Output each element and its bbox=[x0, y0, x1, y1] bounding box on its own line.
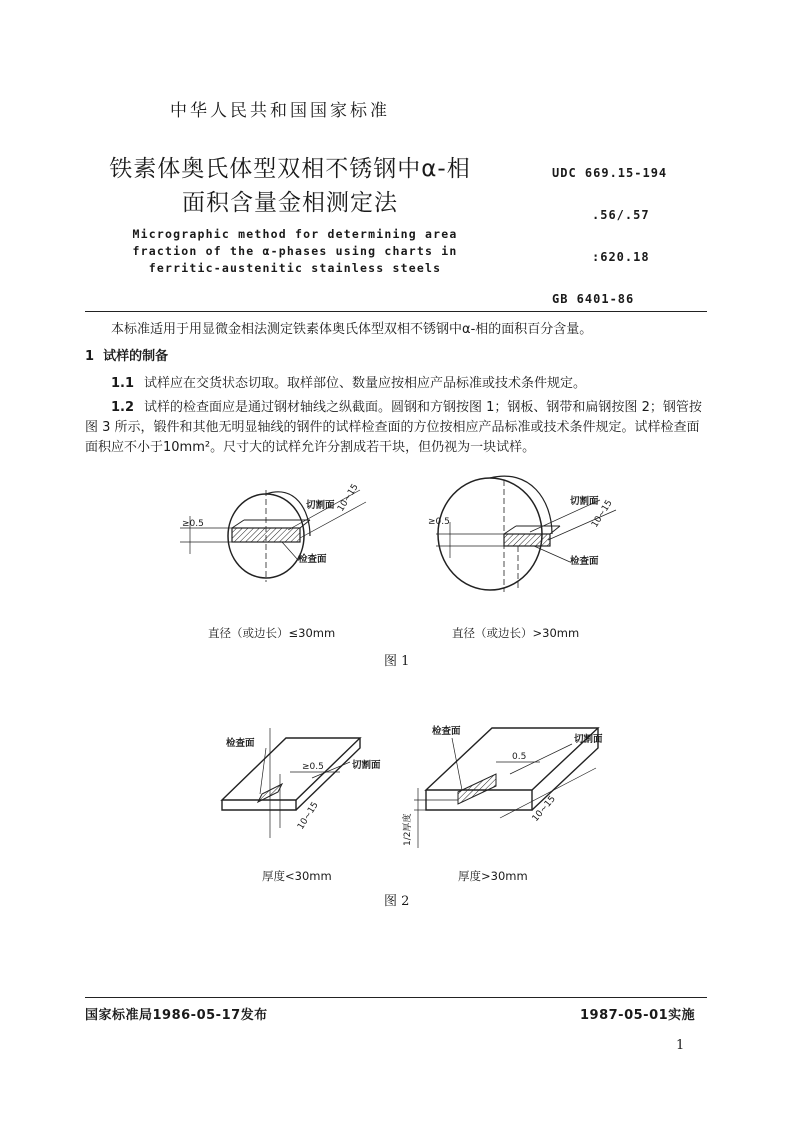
title-english bbox=[125, 226, 465, 277]
intro-paragraph: 本标准适用于用显微金相法测定铁素体奥氏体型双相不锈钢中α-相的面积百分含量。 bbox=[111, 322, 593, 337]
issue-date: 国家标准局1986-05-17发布 bbox=[85, 1008, 268, 1023]
figure-1-caption-left: 直径（或边长）≤30mm bbox=[208, 626, 336, 640]
fig1-right-cut-face: 切割面 bbox=[570, 496, 599, 507]
fig2-left-range: 10~15 bbox=[296, 800, 321, 832]
plate-side-thin bbox=[296, 738, 360, 810]
clause-1-1-text: 试样应在交货状态切取。取样部位、数量应按相应产品标准或技术条件规定。 bbox=[144, 376, 587, 391]
title-english-line3: ferritic-austenitic stainless steels bbox=[148, 261, 442, 275]
figure-1-right bbox=[428, 476, 616, 592]
figure-1-left bbox=[180, 482, 366, 582]
header-rule bbox=[85, 311, 707, 312]
fig2-left-inspect-face: 检查面 bbox=[226, 738, 255, 749]
figure-1-drawing bbox=[170, 470, 650, 610]
clause-1-2 bbox=[85, 398, 710, 458]
bar-outline-back-large bbox=[490, 476, 552, 534]
title-english-line2: fraction of the α-phases using charts in bbox=[132, 244, 458, 258]
fig2-right-range: 10~15 bbox=[530, 794, 558, 824]
figure-2-left bbox=[222, 728, 381, 838]
fig1-left-range: 10~15 bbox=[336, 482, 361, 514]
udc-block bbox=[552, 138, 667, 320]
fig2-left-min-depth: ≥0.5 bbox=[302, 762, 324, 772]
footer-rule bbox=[85, 997, 707, 998]
clause-1-1 bbox=[85, 374, 710, 394]
clause-1-2-number: 1.2 bbox=[111, 400, 135, 415]
title-chinese bbox=[95, 152, 485, 220]
fig2-right-cut-face: 切割面 bbox=[574, 734, 603, 745]
figure-2-right bbox=[401, 725, 603, 848]
udc-line1: UDC 669.15-194 bbox=[552, 166, 668, 180]
fig2-right-depth: 0.5 bbox=[512, 752, 527, 762]
gb-number: GB 6401-86 bbox=[552, 292, 635, 306]
fig1-right-min-depth: ≥0.5 bbox=[428, 517, 450, 527]
fig1-left-min-depth: ≥0.5 bbox=[182, 519, 204, 529]
fig2-right-half-thickness: 1/2厚度 bbox=[403, 813, 413, 846]
udc-line3: :620.18 bbox=[592, 250, 650, 264]
fig2-right-inspect-face: 检查面 bbox=[432, 726, 461, 737]
section-1-number: 1 bbox=[85, 349, 95, 364]
fig1-left-cut-face: 切割面 bbox=[306, 500, 335, 511]
section-1-title: 试样的制备 bbox=[103, 349, 169, 364]
title-chinese-line2: 面积含量金相测定法 bbox=[182, 190, 398, 216]
figure-1-caption-right: 直径（或边长）>30mm bbox=[452, 626, 580, 640]
title-chinese-line1: 铁素体奥氏体型双相不锈钢中α-相 bbox=[109, 156, 471, 182]
figure-2-drawing bbox=[200, 718, 620, 858]
inspect-sample-large bbox=[504, 534, 550, 546]
body-text bbox=[85, 320, 710, 458]
fig2-left-cut-face: 切割面 bbox=[352, 760, 381, 771]
figure-2-label: 图 2 bbox=[384, 894, 410, 909]
national-standard-heading: 中华人民共和国国家标准 bbox=[170, 101, 390, 121]
page-number: 1 bbox=[676, 1038, 685, 1053]
figure-1-label: 图 1 bbox=[384, 654, 410, 669]
title-english-line1: Micrographic method for determining area bbox=[132, 227, 458, 241]
clause-1-2-text: 试样的检查面应是通过钢材轴线之纵截面。圆钢和方钢按图 1；钢板、钢带和扁钢按图 2；钢管按图 3 所示，锻件和其他无明显轴线的钢件的试样检查面的方位按相应产品标准或技术条件规定。试样检查面面积应不小于10mm²。尺寸大的试样允许分割成若干块，但仍视为一块试样。 bbox=[85, 400, 702, 455]
section-1-heading bbox=[85, 347, 710, 367]
inspect-sample-thick bbox=[458, 774, 496, 804]
figure-2-caption-right: 厚度>30mm bbox=[458, 869, 528, 883]
fig1-right-inspect-face: 检查面 bbox=[570, 556, 599, 567]
fig1-right-range: 10~15 bbox=[590, 498, 615, 530]
clause-1-1-number: 1.1 bbox=[111, 376, 135, 391]
udc-line2: .56/.57 bbox=[592, 208, 650, 222]
fig1-left-inspect-face: 检查面 bbox=[298, 554, 327, 565]
figure-2-caption-left: 厚度<30mm bbox=[262, 869, 332, 883]
effective-date: 1987-05-01实施 bbox=[580, 1008, 696, 1023]
